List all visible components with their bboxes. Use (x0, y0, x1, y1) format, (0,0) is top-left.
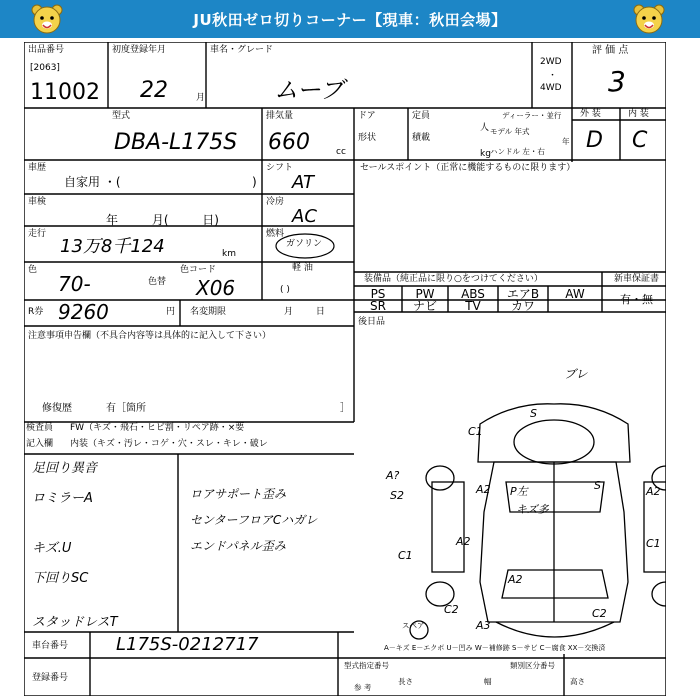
fuel-gasoline: ガソリン (286, 239, 323, 249)
diagram-mark-8: P左 (510, 485, 528, 498)
chassis-label: 車台番号 (32, 641, 69, 651)
inspector-entry-label: 記入欄 (26, 439, 54, 449)
color-change-label: 色替 (148, 277, 167, 287)
drive-2wd: 2WD (540, 57, 562, 67)
fuel-other: ( ) (280, 285, 290, 295)
name-change-value: 月 日 (284, 307, 325, 317)
drive-dot: ・ (548, 71, 558, 81)
lot-number-label: 出品番号 (28, 45, 65, 55)
yen-unit: 円 (166, 307, 176, 317)
interior-label: 内 装 (628, 109, 649, 119)
ac-value: AC (292, 206, 317, 227)
mileage-value: 13万8千124 (60, 236, 165, 257)
mileage-label: 走行 (28, 229, 47, 239)
drive-4wd: 4WD (540, 83, 562, 93)
exterior-label: 外 装 (580, 109, 601, 119)
history-label: 車歴 (28, 163, 47, 173)
door-label: ドア (358, 111, 376, 121)
remark-2: ロミラーA (32, 491, 93, 506)
diagram-mark-7: A2 (646, 485, 661, 498)
aftermarket-label: 後日品 (358, 317, 386, 327)
score-label: 評 価 点 (592, 45, 629, 56)
color-value: 70- (58, 272, 91, 296)
load-label: 積載 (412, 133, 431, 143)
color-code-label: 色コード (180, 265, 217, 275)
warranty-value: 有・無 (620, 293, 653, 306)
recycle-value: 9260 (58, 300, 109, 324)
history-value: 自家用 ・( (64, 175, 121, 189)
diagram-mark-12: C1 (398, 549, 413, 562)
shift-label: シフト (266, 163, 294, 173)
remark-right-2: センターフロアCハガレ (190, 513, 318, 527)
length-label: 長さ (398, 677, 413, 686)
diagram-mark-13: C1 (646, 537, 661, 550)
width-label: 幅 (484, 677, 492, 686)
repair-history-label: 修復歴 (42, 403, 72, 414)
equipment-aw: AW (565, 287, 585, 301)
diagram-mark-5: A? (386, 469, 400, 482)
warranty-label: 新車保証書 (614, 274, 660, 284)
dealer-label: ディーラー・並行 (502, 111, 562, 120)
diagram-mark-4: A2 (476, 483, 491, 496)
km-unit: km (222, 249, 236, 259)
spare-tire-label: スペア (402, 621, 425, 630)
fuel-diesel: 軽 油 (292, 263, 313, 273)
ac-label: 冷房 (266, 197, 285, 207)
diagram-mark-14: A2 (508, 573, 523, 586)
type-cert-label: 型式指定番号 (344, 661, 389, 670)
year-unit: 年 (562, 137, 570, 146)
repair-history-value: 有［箇所 (106, 403, 146, 414)
model-label: 型式 (112, 111, 131, 121)
diagram-mark-6: S2 (390, 489, 404, 502)
car-name-label: 車名・グレード (210, 45, 274, 55)
diagram-mark-10: S (594, 479, 601, 492)
remark-1: 足回り異音 (32, 461, 98, 476)
equipment-leather: カワ (510, 299, 535, 313)
inspection-label: 車検 (28, 197, 47, 207)
inspector-label: 検査員 (26, 423, 54, 433)
month-suffix: 月 (196, 93, 206, 103)
bear-mascot-icon (632, 3, 666, 35)
sales-point-label: セールスポイント（正常に機能するものに限ります） (360, 163, 576, 173)
remark-3: キズ.U (32, 541, 72, 556)
color-label: 色 (28, 265, 38, 275)
exterior-grade: D (586, 128, 603, 153)
diagram-mark-2: S (530, 407, 537, 420)
model-code: DBA-L175S (114, 130, 238, 155)
color-code-value: X06 (196, 276, 236, 300)
equipment-navi: ナビ (412, 299, 437, 313)
name-change-label: 名変期限 (190, 307, 227, 317)
handle-label: ハンドル 左・右 (490, 147, 545, 156)
inspect-row-fw: FW（キズ・飛石・ヒビ割・リペア跡・×要 (70, 423, 245, 433)
capacity-label: 定員 (412, 111, 431, 121)
history-close: ) (252, 175, 257, 189)
inspect-row-interior: 内装（キズ・汚レ・コゲ・穴・スレ・キレ・破レ (70, 439, 268, 449)
shift-value: AT (292, 172, 314, 193)
diagram-mark-16: C2 (592, 607, 607, 620)
equipment-tv: TV (465, 299, 481, 313)
kg-unit: kg (480, 149, 491, 159)
notes-label: 注意事項申告欄（不具合内容等は具体的に記入して下さい） (28, 331, 272, 341)
inspection-value: 年 月( 日) (106, 213, 219, 227)
displacement-value: 660 (268, 130, 310, 155)
equipment-pw: PW (415, 287, 435, 301)
remark-4: 下回りSC (32, 571, 89, 586)
equipment-label: 装備品（純正品に限り○をつけてください） (364, 274, 543, 284)
repair-history-close: ］ (340, 403, 350, 414)
fuel-circle-mark (274, 232, 336, 260)
first-registration-label: 初度登録年月 (112, 45, 167, 55)
damage-legend: A－キズ E－エクボ U－凹み W－補修跡 S－サビ C－腐食 XX－交換済 (384, 644, 606, 652)
recycle-label: R券 (28, 307, 44, 317)
shape-label: 形状 (358, 133, 377, 143)
equipment-sr: SR (370, 299, 386, 313)
auction-sheet (24, 42, 666, 696)
remark-right-1: ロアサポート歪み (190, 487, 287, 501)
remark-5: スタッドレスT (32, 615, 118, 630)
page-title: JU秋田ゼロ切りコーナー【現車：秋田会場】 (193, 11, 507, 29)
reference-label: 参 考 (354, 683, 372, 692)
interior-grade: C (632, 128, 648, 153)
diagram-mark-3: C1 (468, 425, 483, 438)
equipment-ps: PS (370, 287, 386, 301)
diagram-mark-9: キズ多 (516, 503, 549, 516)
lot-sub-number: [2063] (30, 63, 60, 73)
fuel-label: 燃料 (266, 229, 285, 239)
first-registration-year: 22 (140, 78, 168, 103)
class-number-label: 類別区分番号 (510, 661, 555, 670)
equipment-airbag: エアB (506, 287, 540, 301)
header-bar (0, 0, 700, 38)
displacement-label: 排気量 (266, 111, 294, 121)
person-unit: 人 (480, 123, 490, 133)
cc-unit: cc (336, 147, 346, 157)
diagram-mark-11: A2 (456, 535, 471, 548)
chassis-number: L175S-0212717 (116, 634, 259, 655)
diagram-mark-15: C2 (444, 603, 459, 616)
plate-label: 登録番号 (32, 673, 69, 683)
height-label: 高さ (570, 677, 585, 686)
score-value: 3 (608, 65, 626, 98)
diagram-mark-1: ブレ (564, 367, 588, 381)
equipment-abs: ABS (461, 287, 485, 301)
car-name: ムーブ (274, 76, 344, 104)
lot-number: 11002 (30, 80, 100, 105)
diagram-mark-17: A3 (476, 619, 491, 632)
remark-right-3: エンドパネル歪み (190, 539, 286, 553)
model-year-label: モデル 年式 (490, 127, 530, 136)
